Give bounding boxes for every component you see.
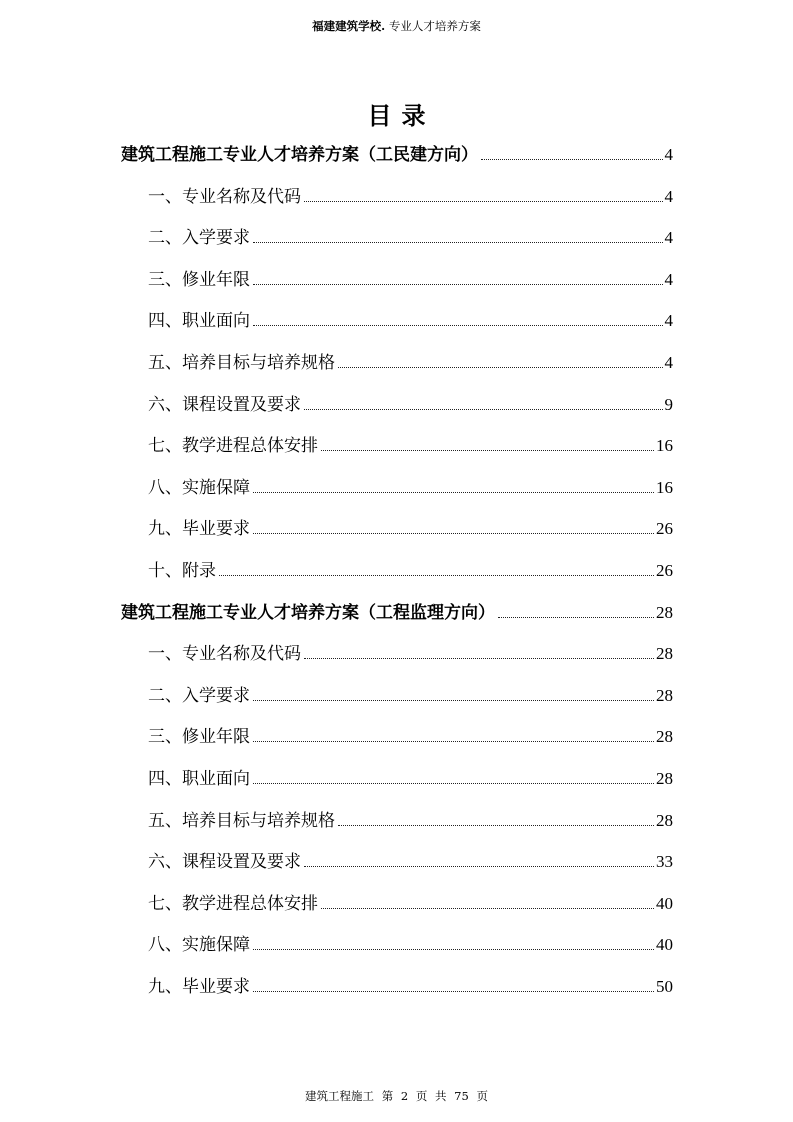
toc-entry-page-number: 4 [664,228,673,248]
toc-dot-leader [253,700,654,701]
toc-entry-label: 二、入学要求 [148,685,250,706]
footer-page-word: 页 [415,1089,428,1103]
toc-section-entry[interactable] [121,598,673,624]
toc-entry-label: 七、教学进程总体安排 [148,893,318,914]
toc-dot-leader [253,949,654,950]
toc-entry-label: 三、修业年限 [148,269,250,290]
toc-entry-page-number: 28 [656,602,673,622]
toc-entry[interactable] [148,390,673,416]
toc-entry-page-number: 28 [656,727,673,747]
toc-entry-label: 五、培养目标与培养规格 [148,810,335,831]
toc-dot-leader [338,825,654,826]
toc-entry-label: 五、培养目标与培养规格 [148,353,335,373]
toc-dot-leader [338,367,663,368]
toc-entry-page-number: 4 [664,311,673,331]
toc-entry-page-number: 26 [656,561,673,580]
toc-entry-page-number: 28 [656,685,673,705]
toc-entry-page-number: 28 [656,769,673,788]
toc-entry-label: 八、实施保障 [148,935,250,956]
toc-dot-leader [253,741,654,742]
page-footer [0,1088,793,1104]
toc-entry-label: 二、入学要求 [148,228,250,249]
toc-dot-leader [498,617,654,618]
footer-page-prefix: 第 [381,1089,394,1103]
toc-entry[interactable] [148,722,673,748]
toc-dot-leader [219,575,654,576]
toc-entry-label: 十、附录 [148,561,216,581]
header-school-name: 福建建筑学校. [312,19,386,33]
toc-dot-leader [321,908,654,909]
toc-entry[interactable] [148,889,673,915]
toc-entry-page-number: 16 [656,477,673,497]
footer-page-current: 2 [400,1089,409,1103]
toc-entry-page-number: 4 [664,145,673,164]
toc-dot-leader [304,866,654,867]
toc-entry[interactable] [148,639,673,665]
toc-entry-label: 七、教学进程总体安排 [148,436,318,457]
toc-entry[interactable] [148,514,673,540]
toc-entry[interactable] [148,681,673,707]
toc-entry-label: 建筑工程施工专业人才培养方案（工程监理方向） [121,602,495,623]
toc-entry-page-number: 16 [656,436,673,456]
toc-title: 目录 [367,101,436,130]
toc-entry[interactable] [148,182,673,208]
toc-entry[interactable] [148,972,673,998]
toc-entry[interactable] [148,556,673,582]
toc-dot-leader [304,658,654,659]
toc-entry[interactable] [148,265,673,291]
toc-entry-page-number: 4 [664,269,673,289]
toc-entry-page-number: 33 [656,852,673,872]
footer-total-prefix: 共 [435,1089,447,1103]
toc-entry-page-number: 28 [656,644,673,664]
toc-dot-leader [304,201,663,202]
toc-entry[interactable] [148,473,673,499]
toc-section-entry[interactable] [121,140,673,166]
toc-dot-leader [321,450,654,451]
toc-dot-leader [304,409,663,410]
toc-dot-leader [253,492,654,493]
toc-entry[interactable] [148,223,673,249]
toc-dot-leader [253,284,663,285]
toc-dot-leader [253,325,663,326]
toc-dot-leader [253,242,663,243]
toc-entry[interactable] [148,930,673,956]
toc-dot-leader [253,991,654,992]
toc-entry-label: 四、职业面向 [148,311,250,332]
toc-entry[interactable] [148,764,673,790]
toc-entry-page-number: 40 [656,935,673,955]
toc-entry-page-number: 40 [656,893,673,913]
header-subtitle: 专业人才培养方案 [388,19,481,33]
toc-entry-page-number: 26 [656,519,673,539]
toc-entry-label: 一、专业名称及代码 [148,186,301,207]
toc-dot-leader [481,159,663,160]
footer-total-suffix: 页 [476,1089,488,1103]
toc-dot-leader [253,533,654,534]
toc-dot-leader [253,783,654,784]
toc-entry[interactable] [148,348,673,374]
toc-entry-label: 九、毕业要求 [148,519,250,540]
toc-entry-label: 一、专业名称及代码 [148,644,301,665]
toc-entry-label: 九、毕业要求 [148,977,250,997]
page-header [0,18,793,34]
toc-entry-label: 建筑工程施工专业人才培养方案（工民建方向） [121,145,478,165]
toc-entry[interactable] [148,847,673,873]
toc-entry-label: 四、职业面向 [148,769,250,789]
toc-entry[interactable] [148,306,673,332]
footer-doc-name: 建筑工程施工 [305,1089,375,1103]
toc-entry-page-number: 4 [664,353,673,372]
toc-entry-label: 六、课程设置及要求 [148,394,301,415]
toc-entry-page-number: 9 [664,394,673,414]
toc-entry-page-number: 50 [656,977,673,996]
toc-entry[interactable] [148,431,673,457]
toc-entry-page-number: 28 [656,810,673,830]
toc-entry-label: 八、实施保障 [148,477,250,498]
toc-entry-label: 三、修业年限 [148,727,250,748]
toc-entry-page-number: 4 [664,186,673,206]
toc-entry-label: 六、课程设置及要求 [148,852,301,873]
toc-entry[interactable] [148,806,673,832]
footer-page-total: 75 [454,1089,469,1103]
